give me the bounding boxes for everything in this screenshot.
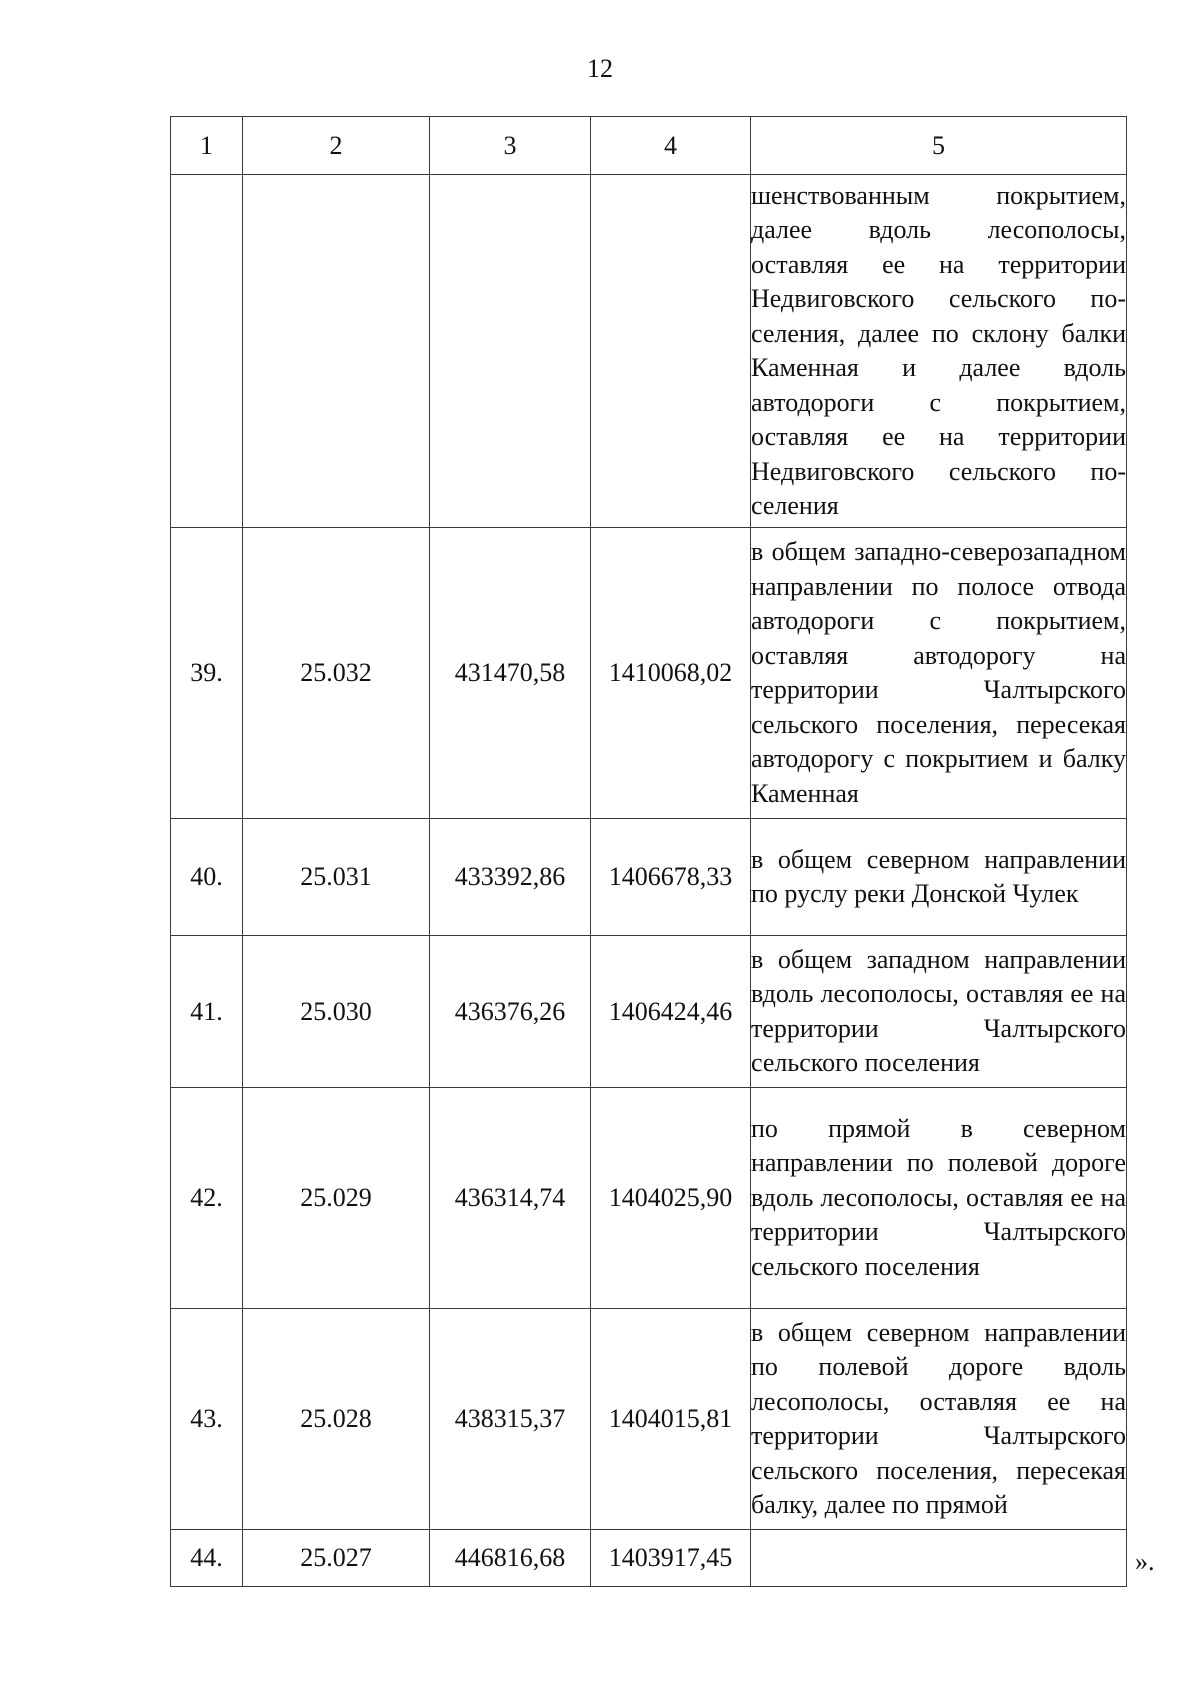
row-number [171, 175, 243, 528]
coordinate-y: 1410068,02 [591, 528, 751, 819]
row-number: 43. [171, 1309, 243, 1530]
point-id: 25.032 [243, 528, 430, 819]
table-row [171, 175, 1127, 528]
route-description: в общем западно-северозападном направлении по полосе отвода автодороги с покрытием, оставляя автодорогу на территории Чалтырского сельского поселения, пересекая автодорогу с покрытием и балку Каменная [751, 528, 1127, 819]
row-number: 44. [171, 1530, 243, 1587]
coordinate-y: 1406424,46 [591, 936, 751, 1088]
table-row [171, 819, 1127, 936]
row-number: 39. [171, 528, 243, 819]
route-description: в общем западном направлении вдоль лесополосы, оставляя ее на территории Чалтырского сельского поселения [751, 936, 1127, 1088]
column-header-y: 4 [591, 117, 751, 175]
point-id: 25.031 [243, 819, 430, 936]
route-description [751, 1530, 1127, 1587]
route-description: шенствованным покрытием, далее вдоль лесополосы, оставляя ее на территории Недвиговского сельского поселения, далее по склону балки Каменная и далее вдоль автодороги с покрытием, оставляя ее на территории Недвиговского сельского поселения [751, 175, 1127, 528]
point-id: 25.029 [243, 1088, 430, 1309]
table-row [171, 1088, 1127, 1309]
coordinate-y: 1404015,81 [591, 1309, 751, 1530]
column-header-x: 3 [430, 117, 591, 175]
page-number: 12 [587, 54, 613, 83]
route-description: в общем северном направлении по полевой дороге вдоль лесополосы, оставляя ее на территории Чалтырского сельского поселения, пересекая балку, далее по прямой [751, 1309, 1127, 1530]
point-id [243, 175, 430, 528]
point-id: 25.030 [243, 936, 430, 1088]
closing-quote-mark: ». [1135, 1547, 1155, 1576]
route-description: в общем северном направлении по руслу реки Донской Чулек [751, 819, 1127, 936]
row-number: 40. [171, 819, 243, 936]
column-header-point: 2 [243, 117, 430, 175]
table-header-row [171, 117, 1127, 175]
coordinate-x: 431470,58 [430, 528, 591, 819]
table-row [171, 528, 1127, 819]
point-id: 25.027 [243, 1530, 430, 1587]
coordinate-y: 1404025,90 [591, 1088, 751, 1309]
coordinate-x: 438315,37 [430, 1309, 591, 1530]
column-header-number: 1 [171, 117, 243, 175]
boundary-points-table [170, 116, 1127, 1587]
point-id: 25.028 [243, 1309, 430, 1530]
row-number: 42. [171, 1088, 243, 1309]
coordinate-y: 1403917,45 [591, 1530, 751, 1587]
table-row [171, 1530, 1127, 1587]
coordinate-x: 446816,68 [430, 1530, 591, 1587]
coordinate-x [430, 175, 591, 528]
coordinate-x: 436376,26 [430, 936, 591, 1088]
coordinate-x: 436314,74 [430, 1088, 591, 1309]
coordinate-y [591, 175, 751, 528]
table-row [171, 1309, 1127, 1530]
route-description: по прямой в северном направлении по полевой дороге вдоль лесополосы, оставляя ее на территории Чалтырского сельского поселения [751, 1088, 1127, 1309]
column-header-description: 5 [751, 117, 1127, 175]
row-number: 41. [171, 936, 243, 1088]
table-row [171, 936, 1127, 1088]
coordinate-y: 1406678,33 [591, 819, 751, 936]
coordinate-x: 433392,86 [430, 819, 591, 936]
